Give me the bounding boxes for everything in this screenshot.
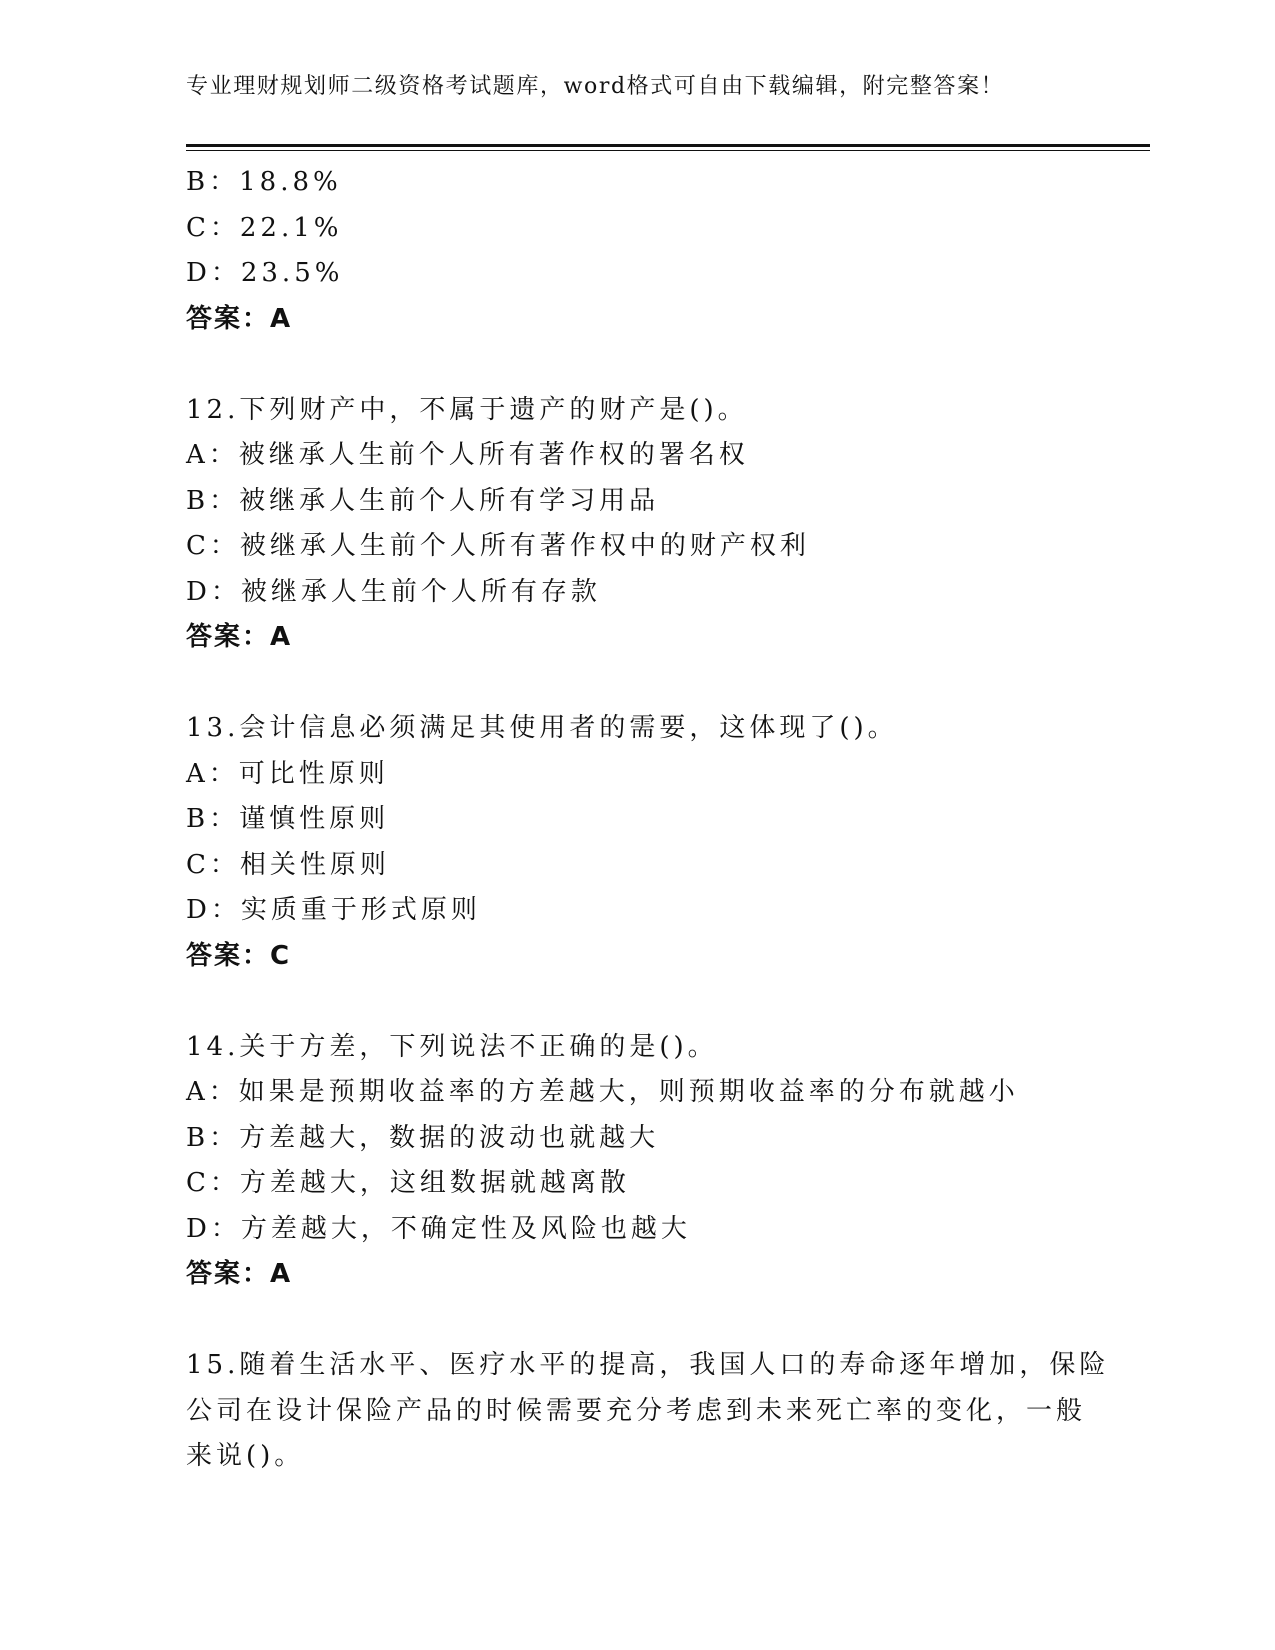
option-c: C：被继承人生前个人所有著作权中的财产权利 (186, 531, 810, 561)
spacer (186, 979, 1086, 1025)
spacer (186, 1298, 1086, 1344)
spacer (186, 661, 1086, 707)
header-divider-thin (186, 150, 1150, 151)
question-13 (186, 706, 1086, 979)
question-stem-line-2: 公司在设计保险产品的时候需要充分考虑到未来死亡率的变化，一般 (186, 1395, 1087, 1426)
answer-line: 答案：A (186, 1259, 293, 1289)
option-c: C：22.1% (186, 212, 343, 243)
option-a: A：可比性原则 (186, 758, 389, 789)
answer-line: 答案：A (186, 622, 293, 652)
previous-question-tail (186, 160, 1086, 342)
option-c: C：相关性原则 (186, 849, 390, 880)
option-b: B：18.8% (186, 167, 342, 197)
option-b: B：被继承人生前个人所有学习用品 (186, 485, 660, 516)
spacer (186, 342, 1086, 388)
answer-line: 答案：A (186, 303, 293, 334)
option-d: D：实质重于形式原则 (186, 895, 481, 925)
answer-line: 答案：C (186, 940, 292, 971)
option-d: D：23.5% (186, 258, 344, 288)
document-header: 专业理财规划师二级资格考试题库，word格式可自由下载编辑，附完整答案！ (186, 74, 1005, 99)
question-15 (186, 1343, 1110, 1480)
question-12 (186, 388, 1086, 661)
question-content (186, 160, 1110, 1480)
question-stem: 14.关于方差，下列说法不正确的是()。 (186, 1031, 718, 1062)
question-stem: 13.会计信息必须满足其使用者的需要，这体现了()。 (186, 713, 898, 743)
question-stem-line-1: 15.随着生活水平、医疗水平的提高，我国人口的寿命逐年增加，保险 (186, 1350, 1110, 1380)
option-a: A：被继承人生前个人所有著作权的署名权 (186, 440, 749, 470)
option-b: B：谨慎性原则 (186, 804, 390, 834)
option-b: B：方差越大，数据的波动也就越大 (186, 1122, 660, 1153)
question-stem-line-3: 来说()。 (186, 1441, 305, 1471)
option-a: A：如果是预期收益率的方差越大，则预期收益率的分布就越小 (186, 1077, 1019, 1107)
header-divider-thick (186, 144, 1150, 147)
question-stem: 12.下列财产中，不属于遗产的财产是()。 (186, 394, 748, 425)
option-c: C：方差越大，这组数据就越离散 (186, 1168, 630, 1198)
option-d: D：被继承人生前个人所有存款 (186, 576, 601, 607)
option-d: D：方差越大，不确定性及风险也越大 (186, 1213, 691, 1244)
question-14 (186, 1025, 1086, 1298)
